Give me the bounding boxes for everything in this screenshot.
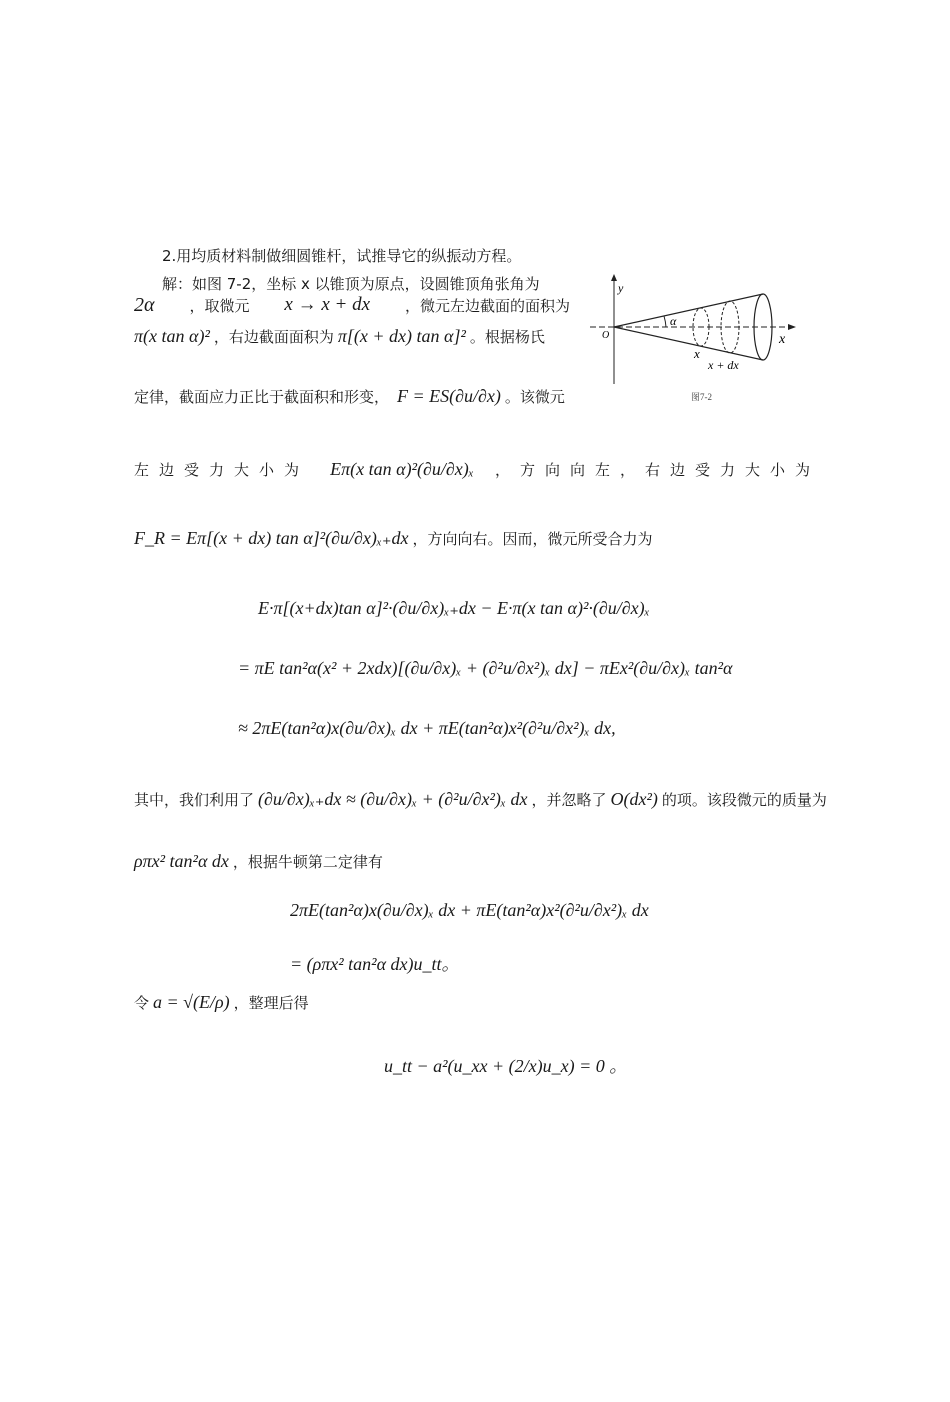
taylor-expansion-expression: (∂u/∂x)ₓ₊dx ≈ (∂u/∂x)ₓ + (∂²u/∂x²)ₓ dx (258, 789, 528, 809)
paragraph-1-line-1: 解：如图 7-2，坐标 x 以锥顶为原点，设圆锥顶角张角为 (162, 275, 540, 293)
text-fragment: ，微元左边截面的面积为 (404, 296, 570, 315)
equation-2-line-2: = (ρπx² tan²α dx)u_tt。 (290, 954, 460, 974)
text-fragment: ，取微元 (189, 296, 250, 315)
text-fragment: ，方向向右。因而，微元所受合力为 (412, 530, 653, 548)
text-fragment: ，整理后得 (233, 994, 309, 1012)
section-x-plus-dx-label: x + dx (708, 358, 739, 372)
x-axis-arrow-icon (788, 324, 796, 330)
text-fragment: 左边受力大小为 (134, 460, 310, 479)
right-force-expression: F_R = Eπ[(x + dx) tan α]²(∂u/∂x)ₓ₊dx (134, 528, 409, 548)
text-fragment: 其中，我们利用了 (134, 791, 255, 809)
text-fragment: 。根据杨氏 (469, 328, 545, 346)
angle-arc (664, 316, 666, 327)
problem-title: 2.用均质材料制做细圆锥杆，试推导它的纵振动方程。 (162, 247, 522, 265)
angle-expression: 2α (134, 293, 155, 316)
paragraph-1-line-2 (134, 292, 570, 318)
paragraph-4 (134, 789, 827, 810)
text-fragment: ，右边截面面积为 (213, 328, 334, 346)
cone-lower-edge (614, 327, 763, 360)
element-range-expression: x → x + dx (284, 294, 371, 315)
cone-upper-edge (614, 294, 763, 327)
figure-7-2 (588, 272, 808, 412)
paragraph-1-line-4 (134, 386, 565, 407)
text-fragment: ，并忽略了 (531, 791, 607, 809)
equation-1-line-1: E·π[(x+dx)tan α]²·(∂u/∂x)ₓ₊dx − E·π(x tan α)²·(∂u/∂x)ₓ (258, 598, 650, 618)
equation-1-line-3: ≈ 2πE(tan²α)x(∂u/∂x)ₓ dx + πE(tan²α)x²(∂²u/∂x²)ₓ dx, (238, 718, 616, 738)
order-expression: O(dx²) (610, 789, 658, 809)
text-fragment: 令 (134, 994, 150, 1012)
text-fragment: 定律，截面应力正比于截面积和形变， (134, 388, 390, 406)
hooke-law-expression: F = ES(∂u/∂x) (397, 386, 501, 406)
mass-expression: ρπx² tan²α dx (134, 851, 229, 871)
final-wave-equation: u_tt − a²(u_xx + (2/x)u_x) = 0 。 (384, 1056, 628, 1076)
paragraph-3 (134, 528, 653, 549)
x-axis-label: x (779, 332, 786, 347)
paragraph-2 (134, 454, 820, 484)
right-area-expression: π[(x + dx) tan α]² (337, 326, 466, 346)
angle-label: α (670, 314, 677, 328)
left-area-expression: π(x tan α)² (134, 326, 210, 346)
wave-speed-definition: a = √(E/ρ) (153, 992, 230, 1012)
section-x-label: x (694, 346, 700, 361)
text-fragment: ，方向向左，右边受力大小为 (494, 460, 820, 479)
figure-caption: 图7-2 (691, 392, 712, 402)
y-axis-arrow-icon (611, 274, 617, 281)
y-axis-label: y (618, 281, 624, 295)
left-force-expression: Eπ(x tan α)²(∂u/∂x)ₓ (330, 458, 474, 479)
text-fragment: ，根据牛顿第二定律有 (232, 853, 383, 871)
paragraph-1-line-3 (134, 326, 545, 347)
text-fragment: 的项。该段微元的质量为 (661, 791, 827, 809)
paragraph-6 (134, 992, 309, 1013)
origin-label: O (602, 330, 610, 341)
equation-1-line-2: = πE tan²α(x² + 2xdx)[(∂u/∂x)ₓ + (∂²u/∂x²)ₓ dx] − πEx²(∂u/∂x)ₓ tan²α (238, 658, 733, 678)
paragraph-5 (134, 851, 383, 872)
text-fragment: 。该微元 (504, 388, 565, 406)
equation-2-line-1: 2πE(tan²α)x(∂u/∂x)ₓ dx + πE(tan²α)x²(∂²u/∂x²)ₓ dx (290, 900, 649, 920)
